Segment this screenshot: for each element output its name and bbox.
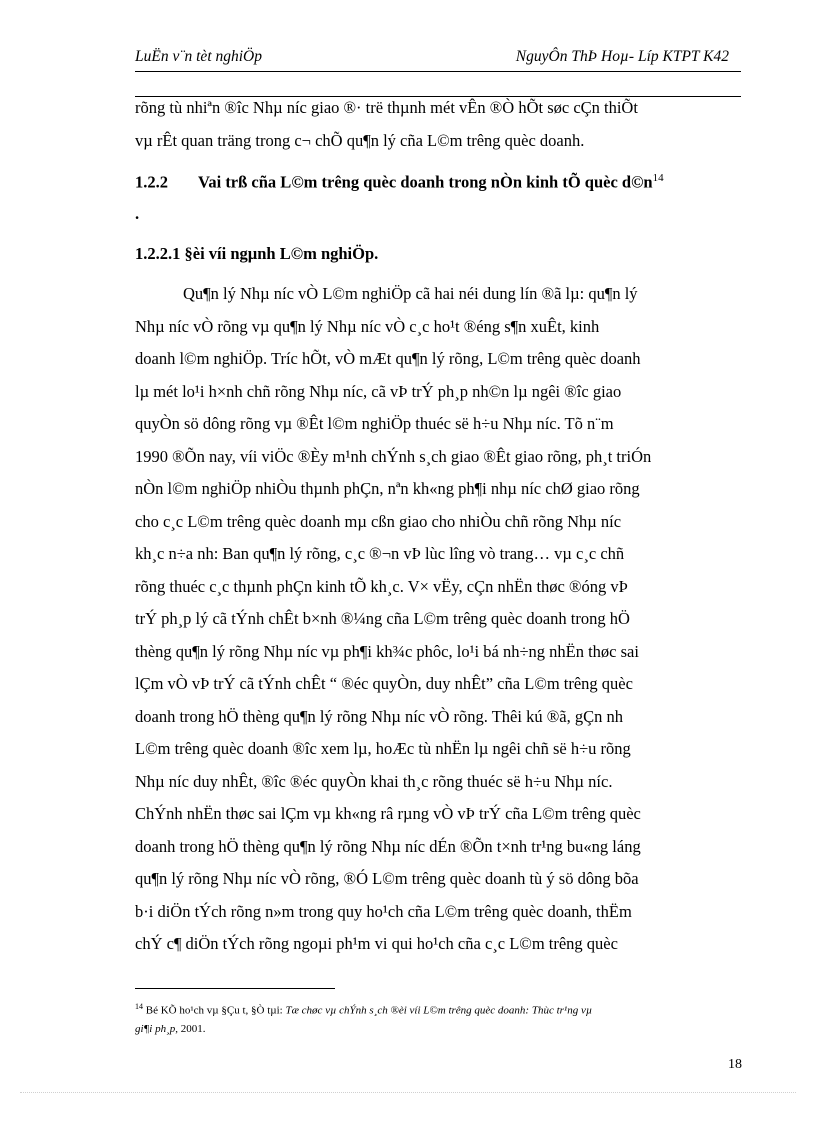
section-heading-1-2-2 <box>135 172 741 193</box>
paragraph-line: rõng thuéc c¸c thµnh phÇn kinh tÕ kh¸c. V× vËy, cÇn nhËn thøc ®óng vÞ <box>135 577 628 596</box>
paragraph-line: trÝ ph¸p lý cã tÝnh chÊt b×nh ®¼ng cña L©m trêng quèc doanh trong hÖ <box>135 609 630 628</box>
header-rule <box>135 71 741 72</box>
paragraph-line: doanh trong hÖ thèng qu¶n lý rõng Nhµ níc dÉn ®Õn t×nh tr¹ng bu«ng láng <box>135 837 641 856</box>
header-rule-secondary <box>135 96 741 97</box>
section-heading-1-2-2-1: 1.2.2.1 §èi víi ngµnh L©m nghiÖp. <box>135 244 379 263</box>
paragraph-line: nÒn l©m nghiÖp nhiÒu thµnh phÇn, nªn kh«ng ph¶i nhµ níc chØ giao rõng <box>135 479 640 498</box>
paragraph-line: quyÒn sö dông rõng vµ ®Êt l©m nghiÖp thuéc së h÷u Nhµ níc. Tõ n¨m <box>135 414 614 433</box>
section-heading-trail: . <box>135 204 140 223</box>
paragraph-line: doanh trong hÖ thèng qu¶n lý rõng Nhµ níc vÒ rõng. Thêi kú ®ã, gÇn nh <box>135 707 623 726</box>
page-number: 18 <box>728 1057 742 1072</box>
paragraph-line: Nhµ níc duy nhÊt, ®îc ®éc quyÒn khai th¸c rõng thuéc së h÷u Nhµ níc. <box>135 772 613 791</box>
page-bottom-border <box>20 1092 796 1093</box>
footnote-number: 14 <box>135 1002 143 1011</box>
paragraph-line: thèng qu¶n lý rõng Nhµ níc vµ ph¶i kh¾c phôc, lo¹i bá nh÷ng nhËn thøc sai <box>135 642 639 661</box>
text-line: vµ rÊt quan träng trong c¬ chÕ qu¶n lý cña L©m trêng quèc doanh. <box>135 131 585 150</box>
paragraph-line: lÇm vÒ vÞ trÝ cã tÝnh chÊt “ ®éc quyÒn, duy nhÊt” cña L©m trêng quèc <box>135 674 633 693</box>
text-line: rõng tù nhiªn ®îc Nhµ níc giao ®· trë thµnh mét vÊn ®Ò hÕt søc cÇn thiÕt <box>135 98 638 117</box>
running-header <box>135 48 741 70</box>
footnote-tail: , 2001. <box>175 1022 206 1035</box>
footnote-separator <box>135 988 335 989</box>
footnote <box>135 998 741 1038</box>
section-title: Vai trß cña L©m trêng quèc doanh trong nÒn kinh tÕ quèc d©n <box>197 172 653 192</box>
paragraph-line: cho c¸c L©m trêng quèc doanh mµ cßn giao cho nhiÒu chñ rõng Nhµ níc <box>135 512 622 531</box>
paragraph-line: chÝ c¶ diÖn tÝch rõng ngoµi ph¹m vi qui ho¹ch cña c¸c L©m trêng quèc <box>135 934 618 953</box>
footnote-title: Tæ chøc vµ chÝnh s¸ch ®èi víi L©m trêng quèc doanh: Thùc tr¹ng vµ <box>285 1004 593 1017</box>
paragraph-line: lµ mét lo¹i h×nh chñ rõng Nhµ níc, cã vÞ trÝ ph¸p nh©n lµ ngêi ®îc giao <box>135 382 622 401</box>
section-number: 1.2.2 <box>135 172 168 192</box>
paragraph-line: b·i diÖn tÝch rõng n»m trong quy ho¹ch cña L©m trêng quèc doanh, thËm <box>135 902 632 921</box>
paragraph-line: ChÝnh nhËn thøc sai lÇm vµ kh«ng râ rµng vÒ vÞ trÝ cña L©m trêng quèc <box>135 804 641 823</box>
paragraph-line: doanh l©m nghiÖp. Tríc hÕt, vÒ mÆt qu¶n lý rõng, L©m trêng quèc doanh <box>135 349 641 368</box>
paragraph-line: Qu¶n lý Nhµ níc vÒ L©m nghiÖp cã hai néi dung lín ®ã lµ: qu¶n lý <box>183 284 638 303</box>
paragraph-line: kh¸c n÷a nh: Ban qu¶n lý rõng, c¸c ®¬n vÞ lùc lîng vò trang… vµ c¸c chñ <box>135 544 625 563</box>
paragraph-line: 1990 ®Õn nay, víi viÖc ®Èy m¹nh chÝnh s¸ch giao ®Êt giao rõng, ph¸t triÓn <box>135 447 652 466</box>
footnote-ref: 14 <box>652 172 664 184</box>
paragraph-line: qu¶n lý rõng Nhµ níc vÒ rõng, ®Ó L©m trêng quèc doanh tù ý sö dông bõa <box>135 869 639 888</box>
header-author: NguyÔn ThÞ Hoµ- Líp KTPT K42 <box>515 48 729 65</box>
footnote-text: Bé KÕ ho¹ch vµ §Çu t, §Ò tµi: <box>143 1004 286 1017</box>
footnote-title-cont: gi¶i ph¸p <box>135 1022 176 1035</box>
header-thesis-title: LuËn v¨n tèt nghiÖp <box>135 48 262 65</box>
paragraph-line: Nhµ níc vÒ rõng vµ qu¶n lý Nhµ níc vÒ c¸c ho¹t ®éng s¶n xuÊt, kinh <box>135 317 600 336</box>
paragraph-line: L©m trêng quèc doanh ®îc xem lµ, hoÆc tù nhËn lµ ngêi chñ së h÷u rõng <box>135 739 631 758</box>
